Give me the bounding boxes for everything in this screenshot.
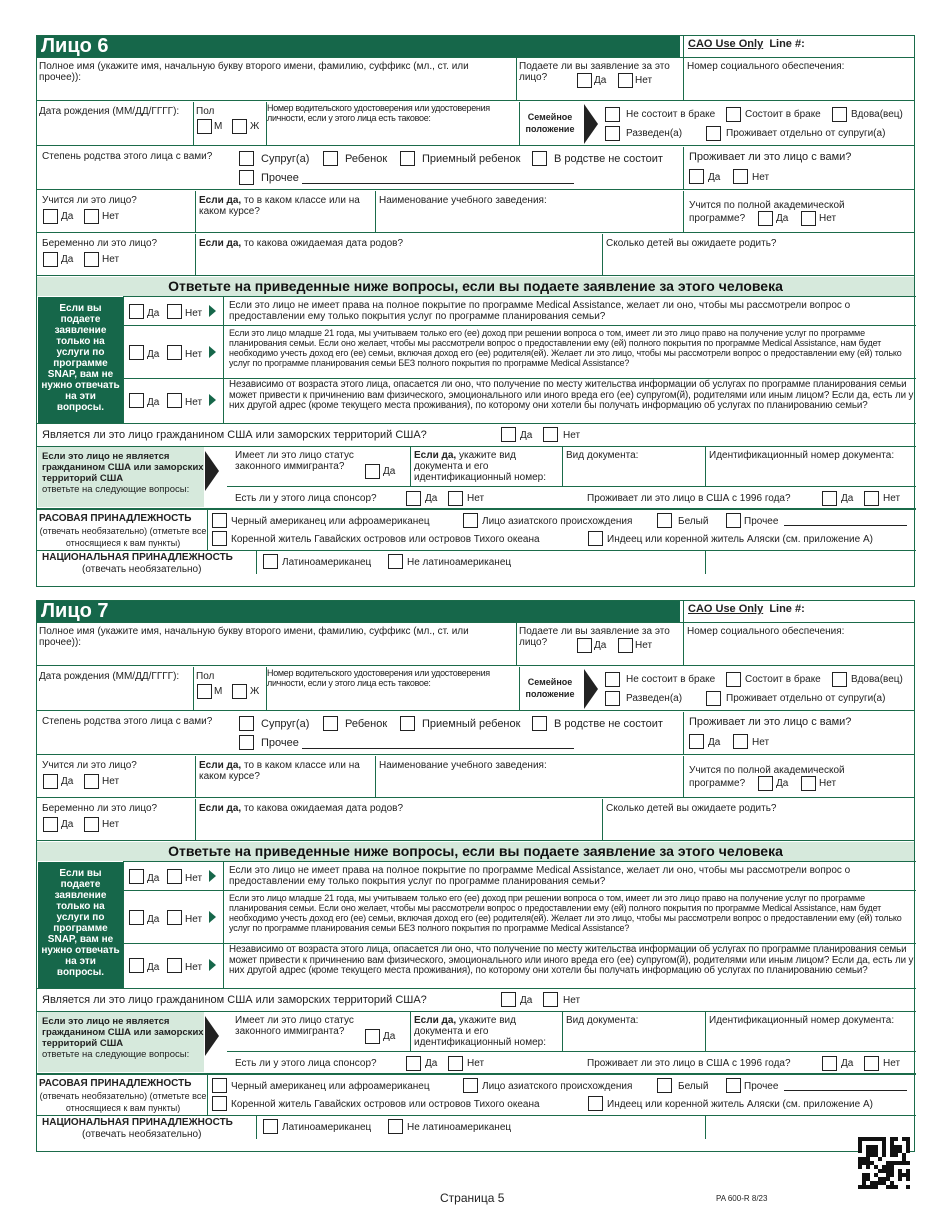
not-related-label: В родстве не состоит: [554, 153, 663, 165]
applying-no-label: Нет: [635, 640, 653, 651]
student-row: [37, 756, 914, 798]
fp-q2-yes-checkbox[interactable]: [129, 345, 144, 360]
widowed-checkbox[interactable]: [832, 107, 847, 122]
arrow-icon: [209, 911, 216, 923]
lives-with-no-checkbox[interactable]: [733, 169, 748, 184]
lives-with-no-label: Нет: [752, 172, 770, 183]
name-row: [37, 622, 914, 666]
fp-q1-yes-checkbox[interactable]: [129, 869, 144, 884]
arrow-icon: [209, 870, 216, 882]
doc-type-label: Вид документа:: [566, 1015, 639, 1026]
child-label: Ребенок: [345, 718, 388, 730]
fulltime-yes-label: Да: [776, 778, 789, 789]
race-asian-label: Лицо азиатского происхождения: [482, 516, 633, 527]
qr-code: [858, 1137, 910, 1189]
race-black-label: Черный американец или афроамериканец: [231, 516, 430, 527]
noncitizen-arrow-icon: [205, 1016, 219, 1056]
child-checkbox[interactable]: [323, 151, 338, 166]
stepchild-label: Приемный ребенок: [422, 718, 521, 730]
race-native-checkbox[interactable]: [588, 1096, 603, 1111]
lives-with-yes-checkbox[interactable]: [689, 169, 704, 184]
full-name-label: Полное имя (укажите имя, начальную букву второго имени, фамилию, суффикс (мл., ст. или прочее)):: [39, 626, 469, 648]
divorced-label: Разведен(а): [626, 128, 683, 139]
fp-q1-text: Если это лицо не имеет права на полное покрытие по программе Medical Assistance, желает ли оно, чтобы мы рассмотрели вопрос о предоставлении ему только покрытия услуг по программе планирования семьи?: [229, 865, 851, 887]
doc-id-label: Идентификационный номер документа:: [709, 1015, 895, 1026]
student-no-checkbox[interactable]: [84, 774, 99, 789]
citizen-yes-checkbox[interactable]: [501, 992, 516, 1007]
applying-label: Подаете ли вы заявление за это лицо?: [519, 626, 670, 648]
relation-label: Степень родства этого лица с вами?: [42, 151, 213, 162]
sex-female-checkbox[interactable]: [232, 119, 247, 134]
cao-use-only: CAO Use Only Line #:: [688, 38, 805, 50]
due-date-label: Если да, то какова ожидаемая дата родов?: [199, 238, 404, 249]
school-label: Наименование учебного заведения:: [379, 760, 547, 771]
lives-with-no-label: Нет: [752, 737, 770, 748]
hispanic-label: Латиноамериканец: [282, 557, 372, 568]
lives-with-no-checkbox[interactable]: [733, 734, 748, 749]
title-row: [37, 36, 914, 57]
child-label: Ребенок: [345, 153, 388, 165]
race-white-checkbox[interactable]: [657, 513, 672, 528]
how-many-label: Сколько детей вы ожидаете родить?: [606, 238, 777, 249]
arrow-icon: [209, 305, 216, 317]
stepchild-checkbox[interactable]: [400, 151, 415, 166]
sex-label: Пол: [196, 106, 215, 117]
race-white-checkbox[interactable]: [657, 1078, 672, 1093]
pregnant-no-label: Нет: [102, 819, 120, 830]
snap-note: Если вы подаете заявление только на услуги по программе SNAP, вам не нужно отвечать на эти вопросы.: [38, 297, 123, 423]
relation-row: [37, 147, 914, 190]
student-no-label: Нет: [102, 211, 120, 222]
race-white-label: Белый: [678, 1081, 709, 1092]
sponsor-label: Есть ли у этого лица спонсор?: [235, 493, 377, 504]
dob-label: Дата рождения (ММ/ДД/ГГГГ):: [39, 671, 180, 682]
cao-use-only: CAO Use Only Line #:: [688, 603, 805, 615]
pregnant-yes-checkbox[interactable]: [43, 817, 58, 832]
applying-label: Подаете ли вы заявление за это лицо?: [519, 61, 670, 83]
page-number: Страница 5: [440, 1191, 505, 1205]
race-native-label: Индеец или коренной житель Аляски (см. приложение А): [607, 534, 873, 545]
snap-note: Если вы подаете заявление только на услуги по программе SNAP, вам не нужно отвечать на эти вопросы.: [38, 862, 123, 988]
race-title: РАСОВАЯ ПРИНАДЛЕЖНОСТЬ: [39, 1078, 192, 1089]
fp-q3-yes-checkbox[interactable]: [129, 393, 144, 408]
never-married-label: Не состоит в браке: [626, 674, 716, 685]
noncitizen-arrow-icon: [205, 451, 219, 491]
not-hispanic-checkbox[interactable]: [388, 554, 403, 569]
citizen-yes-checkbox[interactable]: [501, 427, 516, 442]
fp-q3-yes-label: Да: [147, 397, 160, 408]
student-label: Учится ли это лицо?: [42, 195, 137, 206]
applying-no-label: Нет: [635, 75, 653, 86]
applying-no-checkbox[interactable]: [618, 638, 633, 653]
answer-band: Ответьте на приведенные ниже вопросы, если вы подаете заявление за этого человека: [37, 277, 914, 296]
spouse-checkbox[interactable]: [239, 151, 254, 166]
ssn-label: Номер социального обеспечения:: [687, 626, 845, 637]
race-other-label: Прочее: [744, 1081, 779, 1092]
title-row: [37, 601, 914, 622]
fp-q3-no-label: Нет: [185, 962, 203, 973]
relation-other-line[interactable]: [302, 748, 574, 749]
divorced-checkbox[interactable]: [605, 691, 620, 706]
fulltime-label: Учится по полной академической программе?: [689, 200, 845, 224]
fp-q2-no-checkbox[interactable]: [167, 910, 182, 925]
student-no-label: Нет: [102, 776, 120, 787]
noncitizen-note: Если это лицо не является гражданином США или заморских территорий США ответьте на следующие вопросы:: [38, 447, 204, 507]
sponsor-yes-checkbox[interactable]: [406, 491, 421, 506]
race-title: РАСОВАЯ ПРИНАДЛЕЖНОСТЬ: [39, 513, 192, 524]
student-label: Учится ли это лицо?: [42, 760, 137, 771]
married-checkbox[interactable]: [726, 107, 741, 122]
sponsor-no-label: Нет: [467, 1058, 485, 1069]
student-no-checkbox[interactable]: [84, 209, 99, 224]
race-native-label: Индеец или коренной житель Аляски (см. приложение А): [607, 1099, 873, 1110]
marital-arrow-icon: [584, 104, 598, 144]
widowed-label: Вдова(вец): [851, 109, 903, 120]
citizen-yes-label: Да: [520, 995, 533, 1006]
fp-q1-yes-label: Да: [147, 308, 160, 319]
race-subtitle: (отвечать необязательно) (отметьте все относящиеся к вам пункты): [39, 526, 207, 548]
sponsor-label: Есть ли у этого лица спонсор?: [235, 1058, 377, 1069]
relation-other-line[interactable]: [302, 183, 574, 184]
sex-male-checkbox[interactable]: [197, 119, 212, 134]
married-checkbox[interactable]: [726, 672, 741, 687]
race-asian-checkbox[interactable]: [463, 1078, 478, 1093]
hispanic-label: Латиноамериканец: [282, 1122, 372, 1133]
race-other-label: Прочее: [744, 516, 779, 527]
race-other-line[interactable]: [784, 1090, 907, 1091]
fp-q1-no-checkbox[interactable]: [167, 304, 182, 319]
license-label: Номер водительского удостоверения или удостоверения личности, если у этого лица есть таковое:: [267, 668, 490, 688]
fp-q2-yes-label: Да: [147, 914, 160, 925]
never-married-checkbox[interactable]: [605, 107, 620, 122]
divorced-checkbox[interactable]: [605, 126, 620, 141]
not-hispanic-checkbox[interactable]: [388, 1119, 403, 1134]
race-asian-label: Лицо азиатского происхождения: [482, 1081, 633, 1092]
sponsor-no-checkbox[interactable]: [448, 1056, 463, 1071]
citizen-no-checkbox[interactable]: [543, 427, 558, 442]
spouse-label: Супруг(а): [261, 153, 310, 165]
student-yes-checkbox[interactable]: [43, 209, 58, 224]
lives-with-yes-checkbox[interactable]: [689, 734, 704, 749]
since-1996-no-checkbox[interactable]: [864, 491, 879, 506]
fp-q1-no-label: Нет: [185, 308, 203, 319]
fp-q3-yes-label: Да: [147, 962, 160, 973]
fp-q2-yes-checkbox[interactable]: [129, 910, 144, 925]
lives-with-yes-label: Да: [708, 737, 721, 748]
ethnicity-title: НАЦИОНАЛЬНАЯ ПРИНАДЛЕЖНОСТЬ: [42, 1117, 233, 1128]
sex-male-checkbox[interactable]: [197, 684, 212, 699]
since-1996-no-checkbox[interactable]: [864, 1056, 879, 1071]
doc-info-label: Если да, укажите вид документа и его идентификационный номер:: [414, 450, 546, 483]
fulltime-no-label: Нет: [819, 213, 837, 224]
citizen-no-checkbox[interactable]: [543, 992, 558, 1007]
fp-q1-yes-checkbox[interactable]: [129, 304, 144, 319]
fp-q2-no-checkbox[interactable]: [167, 345, 182, 360]
doc-type-label: Вид документа:: [566, 450, 639, 461]
fulltime-label: Учится по полной академической программе?: [689, 765, 845, 789]
fulltime-no-checkbox[interactable]: [801, 776, 816, 791]
relation-row: [37, 712, 914, 755]
stepchild-checkbox[interactable]: [400, 716, 415, 731]
sex-female-checkbox[interactable]: [232, 684, 247, 699]
not-related-checkbox[interactable]: [532, 151, 547, 166]
married-label: Состоит в браке: [745, 674, 821, 685]
pregnant-yes-label: Да: [61, 254, 74, 265]
fp-q3-no-checkbox[interactable]: [167, 393, 182, 408]
applying-yes-checkbox[interactable]: [577, 638, 592, 653]
widowed-label: Вдова(вец): [851, 674, 903, 685]
sex-male-label: М: [214, 121, 223, 132]
lives-with-yes-label: Да: [708, 172, 721, 183]
since-1996-yes-label: Да: [841, 493, 854, 504]
fp-q3-no-checkbox[interactable]: [167, 958, 182, 973]
race-hawaiian-checkbox[interactable]: [212, 1096, 227, 1111]
fulltime-yes-label: Да: [776, 213, 789, 224]
sponsor-yes-checkbox[interactable]: [406, 1056, 421, 1071]
race-native-checkbox[interactable]: [588, 531, 603, 546]
doc-id-label: Идентификационный номер документа:: [709, 450, 895, 461]
race-other-checkbox[interactable]: [726, 1078, 741, 1093]
full-name-label: Полное имя (укажите имя, начальную букву второго имени, фамилию, суффикс (мл., ст. или прочее)):: [39, 61, 469, 83]
citizen-label: Является ли это лицо гражданином США или заморских территорий США?: [42, 429, 427, 441]
fp-q3-text: Независимо от возраста этого лица, опасается ли оно, что получение по месту жительства информации об услугах по программе планирования семьи может привести к причинению вам физического, эмоционального или иного вреда его (ее) супругом(й), родителями или иным лицом? Если да, есть ли у них другой адрес (кроме текущего места проживания), по которому они хотели бы получать информацию об услугах по планированию семьи?: [229, 944, 914, 976]
relation-other-label: Прочее: [261, 172, 299, 184]
sponsor-yes-label: Да: [425, 1058, 438, 1069]
fp-q2-yes-label: Да: [147, 349, 160, 360]
marital-label: Семейное положение: [525, 677, 575, 699]
legal-status-label: Имеет ли это лицо статус законного иммигранта?: [235, 1015, 354, 1037]
since-1996-label: Проживает ли это лицо в США с 1996 года?: [587, 493, 791, 504]
person-section: [36, 600, 915, 1152]
stepchild-label: Приемный ребенок: [422, 153, 521, 165]
since-1996-yes-label: Да: [841, 1058, 854, 1069]
since-1996-no-label: Нет: [883, 493, 901, 504]
applying-yes-label: Да: [594, 640, 607, 651]
race-hawaiian-label: Коренной житель Гавайских островов или островов Тихого океана: [231, 1099, 540, 1110]
due-date-label: Если да, то какова ожидаемая дата родов?: [199, 803, 404, 814]
fp-q2-no-label: Нет: [185, 914, 203, 925]
sponsor-no-checkbox[interactable]: [448, 491, 463, 506]
fp-q3-yes-checkbox[interactable]: [129, 958, 144, 973]
person-7-container: [0, 600, 950, 1152]
person-section: [36, 35, 915, 587]
applying-yes-checkbox[interactable]: [577, 73, 592, 88]
how-many-label: Сколько детей вы ожидаете родить?: [606, 803, 777, 814]
form-id: PA 600-R 8/23: [716, 1194, 768, 1203]
relation-label: Степень родства этого лица с вами?: [42, 716, 213, 727]
applying-yes-label: Да: [594, 75, 607, 86]
fp-q1-no-checkbox[interactable]: [167, 869, 182, 884]
race-other-line[interactable]: [784, 525, 907, 526]
never-married-label: Не состоит в браке: [626, 109, 716, 120]
separated-checkbox[interactable]: [706, 691, 721, 706]
fulltime-yes-checkbox[interactable]: [758, 211, 773, 226]
not-hispanic-label: Не латиноамериканец: [407, 1122, 512, 1133]
not-hispanic-label: Не латиноамериканец: [407, 557, 512, 568]
dob-label: Дата рождения (ММ/ДД/ГГГГ):: [39, 106, 180, 117]
married-label: Состоит в браке: [745, 109, 821, 120]
pregnant-label: Беременно ли это лицо?: [42, 238, 158, 249]
citizen-label: Является ли это лицо гражданином США или заморских территорий США?: [42, 994, 427, 1006]
dob-row: [37, 667, 914, 711]
relation-other-label: Прочее: [261, 737, 299, 749]
legal-status-yes-checkbox[interactable]: [365, 464, 380, 479]
widowed-checkbox[interactable]: [832, 672, 847, 687]
name-row: [37, 57, 914, 101]
arrow-icon: [209, 959, 216, 971]
person-title: Лицо 7: [37, 601, 680, 622]
race-black-label: Черный американец или афроамериканец: [231, 1081, 430, 1092]
citizen-yes-label: Да: [520, 430, 533, 441]
ethnicity-subtitle: (отвечать необязательно): [82, 564, 202, 575]
grade-label: Если да, то в каком классе или на каком курсе?: [199, 760, 360, 782]
race-hawaiian-label: Коренной житель Гавайских островов или островов Тихого океана: [231, 534, 540, 545]
since-1996-label: Проживает ли это лицо в США с 1996 года?: [587, 1058, 791, 1069]
never-married-checkbox[interactable]: [605, 672, 620, 687]
relation-other-checkbox[interactable]: [239, 735, 254, 750]
race-white-label: Белый: [678, 516, 709, 527]
citizen-no-label: Нет: [563, 430, 581, 441]
person-title: Лицо 6: [37, 36, 680, 57]
school-label: Наименование учебного заведения:: [379, 195, 547, 206]
not-related-checkbox[interactable]: [532, 716, 547, 731]
student-yes-label: Да: [61, 211, 74, 222]
noncitizen-note: Если это лицо не является гражданином США или заморских территорий США ответьте на следующие вопросы:: [38, 1012, 204, 1072]
hispanic-checkbox[interactable]: [263, 554, 278, 569]
fp-q2-text: Если это лицо младше 21 года, мы учитываем только его (ее) доход при решении вопроса о том, имеет ли это лицо право на получение услуг по программе планирования семьи. Если оно желает, чтобы мы рассмотрели вопрос о предоставлении ему (ей) полного покрытия по программе Medical Assistance, нам будет необходимо учесть доход его (ее) семьи, включая доход его (ее) родителя(ей). Желает ли это лицо, чтобы мы рассмотрели вопрос о предоставлении ему (ей) только услуг по программе планирования семьи БЕЗ полного покрытия по программе Medical Assistance?: [229, 328, 902, 368]
legal-status-yes-label: Да: [383, 1031, 396, 1042]
fulltime-no-label: Нет: [819, 778, 837, 789]
lives-with-label: Проживает ли это лицо с вами?: [689, 716, 852, 728]
fp-q3-no-label: Нет: [185, 397, 203, 408]
fulltime-no-checkbox[interactable]: [801, 211, 816, 226]
spouse-checkbox[interactable]: [239, 716, 254, 731]
person-6-container: [0, 35, 950, 587]
race-black-checkbox[interactable]: [212, 513, 227, 528]
fp-q2-no-label: Нет: [185, 349, 203, 360]
citizen-no-label: Нет: [563, 995, 581, 1006]
applying-no-checkbox[interactable]: [618, 73, 633, 88]
separated-label: Проживает отдельно от супруги(а): [726, 693, 886, 704]
race-asian-checkbox[interactable]: [463, 513, 478, 528]
pregnant-no-checkbox[interactable]: [84, 817, 99, 832]
fulltime-yes-checkbox[interactable]: [758, 776, 773, 791]
pregnant-label: Беременно ли это лицо?: [42, 803, 158, 814]
legal-status-yes-checkbox[interactable]: [365, 1029, 380, 1044]
race-black-checkbox[interactable]: [212, 1078, 227, 1093]
license-label: Номер водительского удостоверения или удостоверения личности, если у этого лица есть таковое:: [267, 103, 490, 123]
ssn-label: Номер социального обеспечения:: [687, 61, 845, 72]
sponsor-no-label: Нет: [467, 493, 485, 504]
since-1996-yes-checkbox[interactable]: [822, 1056, 837, 1071]
fp-q1-text: Если это лицо не имеет права на полное покрытие по программе Medical Assistance, желает ли оно, чтобы мы рассмотрели вопрос о предоставлении ему только покрытия услуг по программе планирования семьи?: [229, 300, 851, 322]
fp-q3-text: Независимо от возраста этого лица, опасается ли оно, что получение по месту жительства информации об услугах по программе планирования семьи может привести к причинению вам физического, эмоционального или иного вреда его (ее) супругом(й), родителями или иным лицом? Если да, есть ли у них другой адрес (кроме текущего места проживания), по которому они хотели бы получать информацию об услугах по планированию семьи?: [229, 379, 914, 411]
sex-label: Пол: [196, 671, 215, 682]
dob-row: [37, 102, 914, 146]
sex-male-label: М: [214, 686, 223, 697]
since-1996-yes-checkbox[interactable]: [822, 491, 837, 506]
student-yes-checkbox[interactable]: [43, 774, 58, 789]
child-checkbox[interactable]: [323, 716, 338, 731]
pregnant-row: [37, 234, 914, 276]
sponsor-yes-label: Да: [425, 493, 438, 504]
marital-label: Семейное положение: [525, 112, 575, 134]
separated-label: Проживает отдельно от супруги(а): [726, 128, 886, 139]
relation-other-checkbox[interactable]: [239, 170, 254, 185]
marital-arrow-icon: [584, 669, 598, 709]
separated-checkbox[interactable]: [706, 126, 721, 141]
legal-status-yes-label: Да: [383, 466, 396, 477]
since-1996-no-label: Нет: [883, 1058, 901, 1069]
fp-q2-text: Если это лицо младше 21 года, мы учитываем только его (ее) доход при решении вопроса о том, имеет ли это лицо право на получение услуг по программе планирования семьи. Если оно желает, чтобы мы рассмотрели вопрос о предоставлении ему (ей) полного покрытия по программе Medical Assistance, нам будет необходимо учесть доход его (ее) семьи, включая доход его (ее) родителя(ей). Желает ли это лицо, чтобы мы рассмотрели вопрос о предоставлении ему (ей) только услуг по программе планирования семьи БЕЗ полного покрытия по программе Medical Assistance?: [229, 893, 902, 933]
spouse-label: Супруг(а): [261, 718, 310, 730]
sex-female-label: Ж: [250, 121, 260, 132]
divorced-label: Разведен(а): [626, 693, 683, 704]
sex-female-label: Ж: [250, 686, 260, 697]
doc-info-label: Если да, укажите вид документа и его идентификационный номер:: [414, 1015, 546, 1048]
grade-label: Если да, то в каком классе или на каком курсе?: [199, 195, 360, 217]
answer-band: Ответьте на приведенные ниже вопросы, если вы подаете заявление за этого человека: [37, 842, 914, 861]
fp-q1-yes-label: Да: [147, 873, 160, 884]
pregnant-yes-checkbox[interactable]: [43, 252, 58, 267]
pregnant-no-label: Нет: [102, 254, 120, 265]
pregnant-row: [37, 799, 914, 841]
ethnicity-title: НАЦИОНАЛЬНАЯ ПРИНАДЛЕЖНОСТЬ: [42, 552, 233, 563]
fp-q1-no-label: Нет: [185, 873, 203, 884]
arrow-icon: [209, 394, 216, 406]
arrow-icon: [209, 346, 216, 358]
pregnant-no-checkbox[interactable]: [84, 252, 99, 267]
ethnicity-subtitle: (отвечать необязательно): [82, 1129, 202, 1140]
student-row: [37, 191, 914, 233]
hispanic-checkbox[interactable]: [263, 1119, 278, 1134]
legal-status-label: Имеет ли это лицо статус законного иммигранта?: [235, 450, 354, 472]
pregnant-yes-label: Да: [61, 819, 74, 830]
race-hawaiian-checkbox[interactable]: [212, 531, 227, 546]
lives-with-label: Проживает ли это лицо с вами?: [689, 151, 852, 163]
race-other-checkbox[interactable]: [726, 513, 741, 528]
student-yes-label: Да: [61, 776, 74, 787]
not-related-label: В родстве не состоит: [554, 718, 663, 730]
race-subtitle: (отвечать необязательно) (отметьте все относящиеся к вам пункты): [39, 1091, 207, 1113]
